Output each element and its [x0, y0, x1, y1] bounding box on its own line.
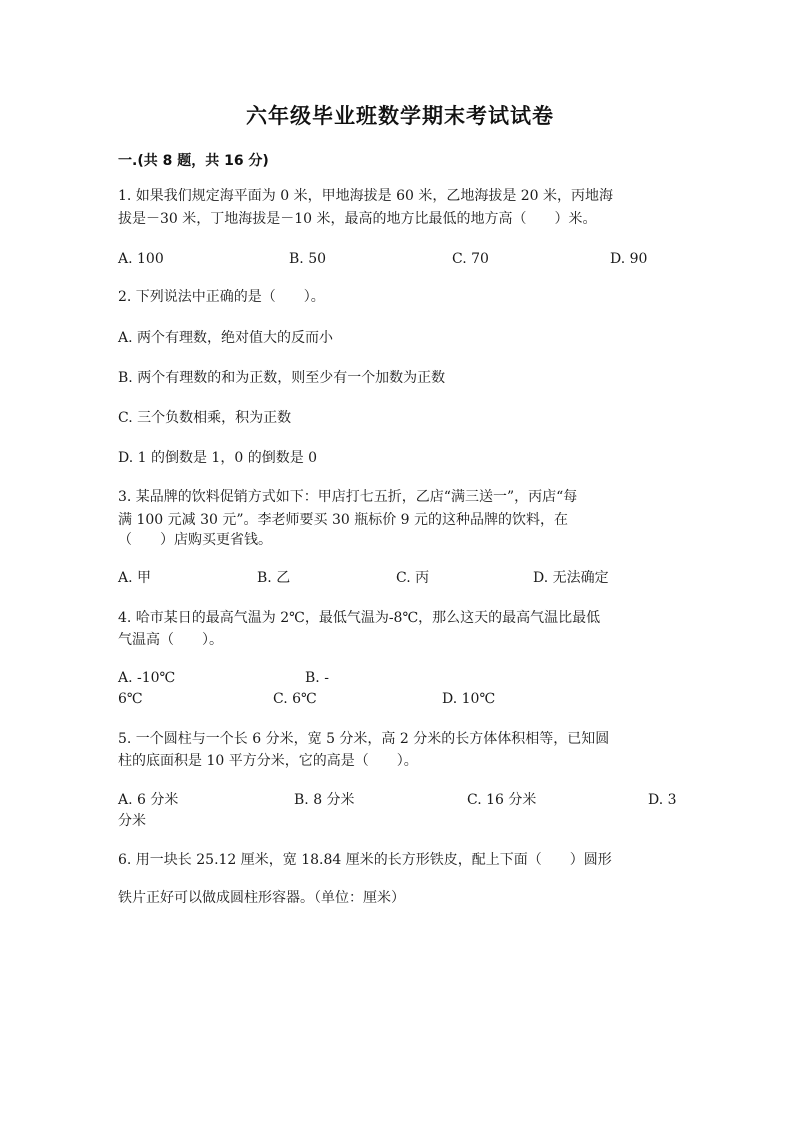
question-3-line-1: 3. 某品牌的饮料促销方式如下：甲店打七五折，乙店“满三送一”，丙店“每 [118, 489, 578, 505]
question-3-line-2: 满 100 元减 30 元”。李老师要买 30 瓶标价 9 元的这种品牌的饮料，在 [118, 512, 569, 528]
question-3-option-a: A. 甲 [118, 570, 152, 586]
section-heading: 一.(共 8 题，共 16 分) [118, 153, 269, 169]
question-5-line-2: 柱的底面积是 10 平方分米，它的高是（ ）。 [118, 753, 418, 769]
question-4-option-a: A. -10℃ [118, 670, 176, 686]
page-title: 六年级毕业班数学期末考试试卷 [246, 104, 554, 128]
question-4-option-b-continued: 6℃ [118, 691, 143, 707]
question-1-line-1: 1. 如果我们规定海平面为 0 米，甲地海拔是 60 米，乙地海拔是 20 米，丙地海 [118, 188, 614, 204]
question-3-option-d: D. 无法确定 [533, 570, 609, 586]
question-3-option-c: C. 丙 [396, 570, 430, 586]
question-1-option-a: A. 100 [118, 251, 164, 267]
question-4-line-2: 气温高（ ）。 [118, 632, 223, 648]
question-1-line-2: 拔是－30 米，丁地海拔是－10 米，最高的地方比最低的地方高（ ）米。 [118, 211, 597, 227]
question-5-option-a: A. 6 分米 [118, 792, 179, 808]
question-4-option-d: D. 10℃ [442, 691, 496, 707]
question-2-stem: 2. 下列说法中正确的是（ ）。 [118, 289, 325, 305]
question-6-line-1: 6. 用一块长 25.12 厘米，宽 18.84 厘米的长方形铁皮，配上下面（ ）圆形 [118, 852, 612, 868]
question-1-option-c: C. 70 [452, 251, 489, 267]
question-1-option-b: B. 50 [289, 251, 327, 267]
question-1-option-d: D. 90 [610, 251, 648, 267]
question-4-line-1: 4. 哈市某日的最高气温为 2℃，最低气温为-8℃，那么这天的最高气温比最低 [118, 610, 601, 626]
question-5-option-d-continued: 分米 [118, 813, 146, 829]
question-2-option-b: B. 两个有理数的和为正数，则至少有一个加数为正数 [118, 370, 446, 386]
question-5-option-b: B. 8 分米 [294, 792, 355, 808]
question-2-option-d: D. 1 的倒数是 1，0 的倒数是 0 [118, 450, 318, 466]
question-6-line-2: 铁片正好可以做成圆柱形容器。（单位：厘米） [118, 890, 405, 906]
question-4-option-b: B. - [305, 670, 329, 686]
question-3-line-3: （ ）店购买更省钱。 [118, 532, 272, 548]
question-2-option-a: A. 两个有理数，绝对值大的反而小 [118, 330, 334, 346]
question-3-option-b: B. 乙 [257, 570, 291, 586]
question-5-line-1: 5. 一个圆柱与一个长 6 分米，宽 5 分米，高 2 分米的长方体体积相等，已知圆 [118, 731, 610, 747]
question-5-option-c: C. 16 分米 [467, 792, 537, 808]
question-2-option-c: C. 三个负数相乘，积为正数 [118, 410, 292, 426]
question-5-option-d: D. 3 [648, 792, 677, 808]
question-4-option-c: C. 6℃ [273, 691, 317, 707]
